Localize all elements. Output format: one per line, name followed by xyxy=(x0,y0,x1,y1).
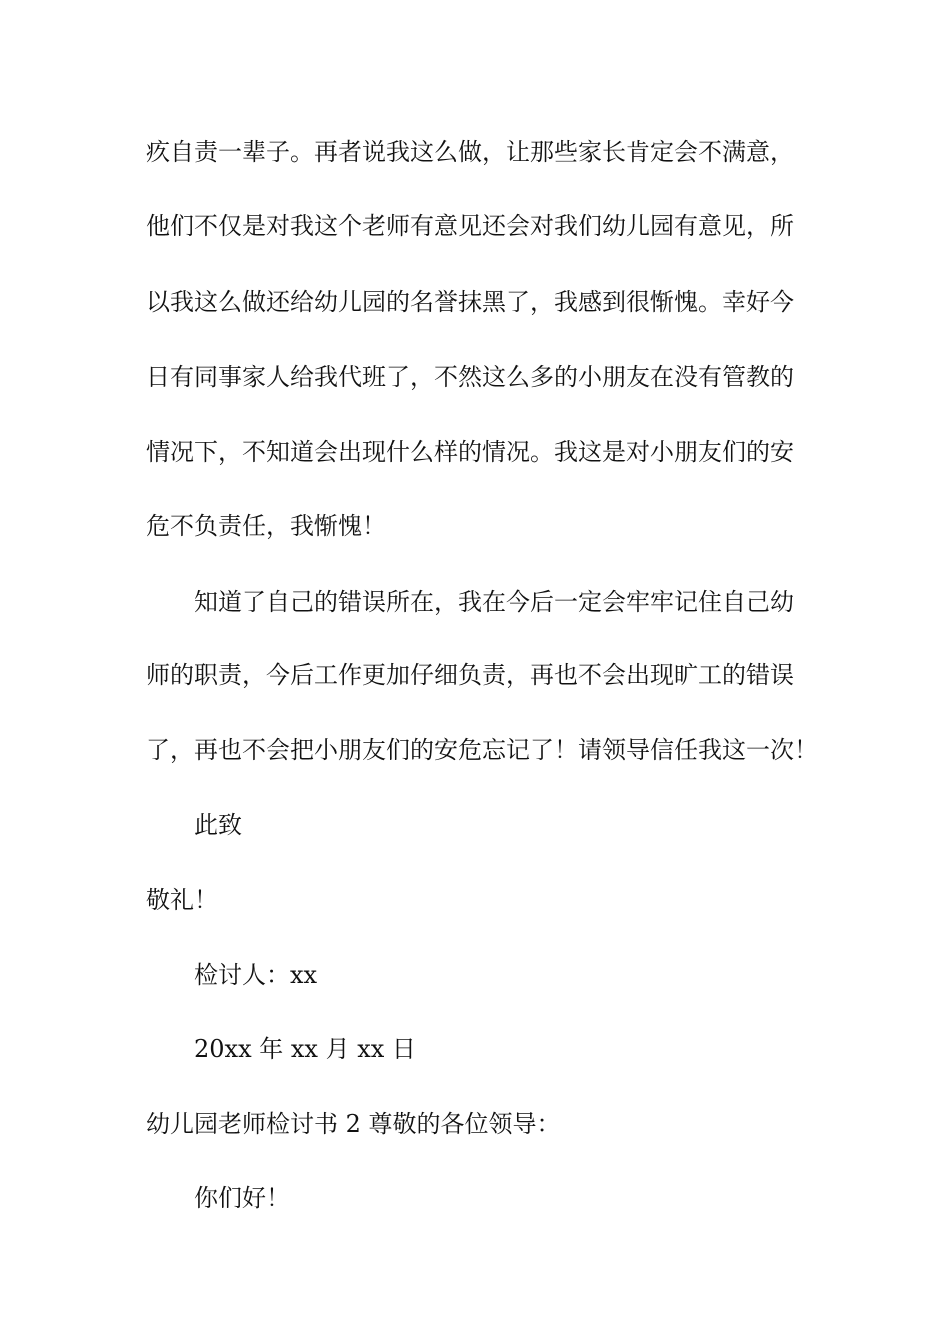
body-line-6: 危不负责任，我惭愧！ xyxy=(146,512,386,540)
signature-line: 检讨人：xx xyxy=(194,961,318,989)
body-line-1: 疚自责一辈子。再者说我这么做，让那些家长肯定会不满意， xyxy=(146,138,794,166)
paragraph-start-line: 知道了自己的错误所在，我在今后一定会牢牢记住自己幼 xyxy=(194,588,794,616)
next-letter-heading: 幼儿园老师检讨书 2 尊敬的各位领导： xyxy=(146,1110,561,1138)
body-line-3: 以我这么做还给幼儿园的名誉抹黑了，我感到很惭愧。幸好今 xyxy=(146,288,794,316)
body-line-9: 了，再也不会把小朋友们的安危忘记了！请领导信任我这一次！ xyxy=(146,736,818,764)
body-line-5: 情况下，不知道会出现什么样的情况。我这是对小朋友们的安 xyxy=(146,438,794,466)
closing-regards: 敬礼！ xyxy=(146,886,218,914)
body-line-8: 师的职责，今后工作更加仔细负责，再也不会出现旷工的错误 xyxy=(146,661,794,689)
closing-salutation: 此致 xyxy=(194,811,242,839)
greeting-line: 你们好！ xyxy=(194,1184,290,1212)
date-line: 20xx 年 xx 月 xx 日 xyxy=(194,1035,416,1063)
body-line-4: 日有同事家人给我代班了，不然这么多的小朋友在没有管教的 xyxy=(146,363,794,391)
body-line-2: 他们不仅是对我这个老师有意见还会对我们幼儿园有意见，所 xyxy=(146,212,794,240)
